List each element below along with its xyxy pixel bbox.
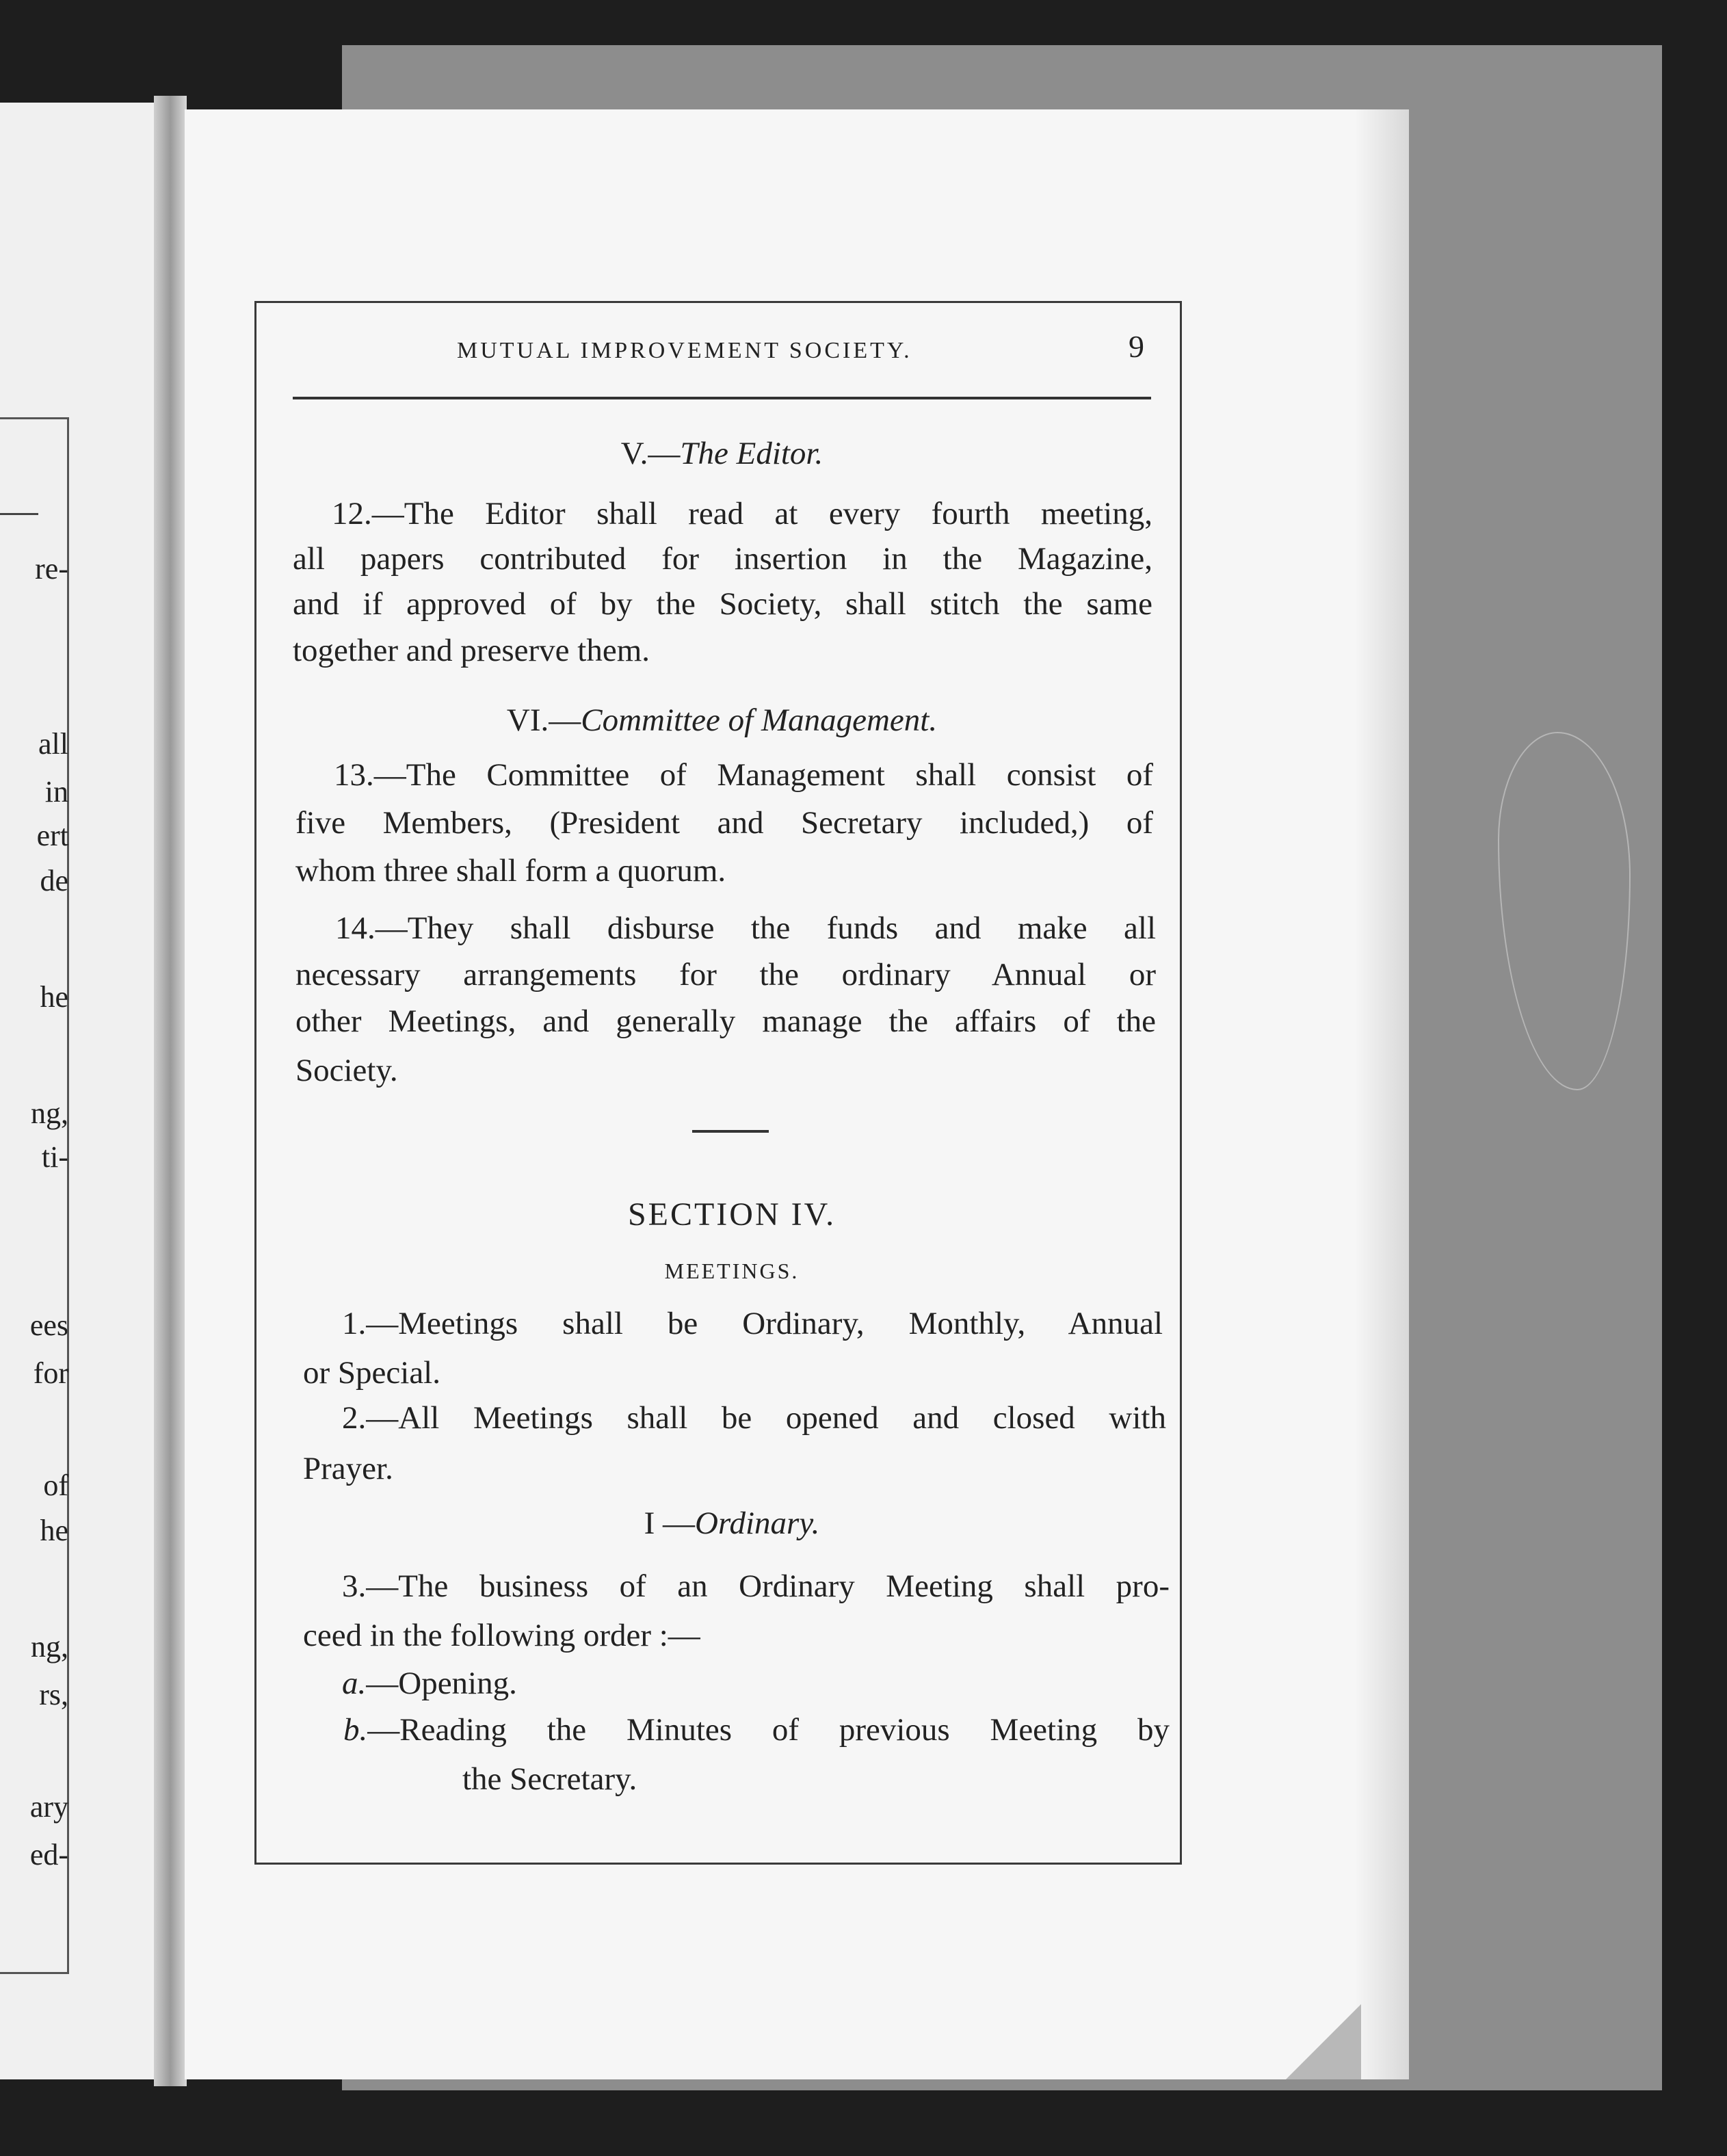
section-subtitle: MEETINGS. [664,1259,800,1283]
left-fragment: de [40,864,68,897]
rule-14-line: necessary arrangements for the ordinary Annual or [295,957,1156,992]
rule-2-line: Prayer. [303,1451,393,1486]
left-fragment: rs, [39,1678,68,1711]
page-corner-fold [1286,2004,1361,2079]
item-letter: a. [342,1666,367,1701]
item-text: —Reading the Minutes of previous Meeting by [367,1712,1170,1748]
left-fragment: ti- [41,1140,68,1174]
rule-1-line: or Special. [303,1355,440,1391]
left-fragment: ng, [31,1096,68,1130]
heading-roman: V.— [620,436,681,471]
heading-italic: The Editor. [680,436,823,471]
page-edge-shadow [1354,109,1409,2079]
item-b-continuation: the Secretary. [462,1761,637,1797]
rule-14-line: Society. [295,1053,398,1088]
rule-12-line: all papers contributed for insertion in the Magazine, [293,541,1152,577]
rule-12-line: and if approved of by the Society, shall stitch the same [293,586,1152,622]
rule-13-line: 13.—The Committee of Management shall consist of [334,757,1153,793]
left-fragment: for [33,1356,68,1390]
heading-committee [293,702,1151,738]
left-page-rule [0,513,38,515]
rule-2-line: 2.—All Meetings shall be opened and closed with [342,1400,1166,1436]
rule-14-line: other Meetings, and generally manage the affairs of the [295,1003,1156,1039]
left-fragment: ert [36,819,68,852]
heading-roman: I — [644,1506,696,1541]
left-fragment: ary [29,1790,68,1824]
left-page-frame [0,417,69,1974]
left-fragment: ed- [29,1838,68,1871]
left-fragment: ng, [31,1630,68,1664]
section-divider [692,1130,769,1133]
item-b [343,1714,1170,1746]
left-fragment: he [40,980,68,1014]
heading-italic: Committee of Management. [581,702,938,738]
running-header: MUTUAL IMPROVEMENT SOCIETY. [457,338,912,363]
left-fragment: of [43,1469,68,1502]
heading-italic: Ordinary. [695,1506,820,1541]
heading-editor [293,438,1151,470]
rule-14-line: 14.—They shall disburse the funds and make all [335,910,1156,946]
rule-3-line: 3.—The business of an Ordinary Meeting shall pro- [342,1568,1170,1604]
section-title: SECTION IV. [627,1196,836,1233]
header-rule [293,397,1151,399]
item-a [342,1668,517,1700]
rule-3-line: ceed in the following order :— [303,1618,700,1653]
left-fragment: he [40,1514,68,1547]
heading-roman: VI.— [506,702,581,738]
rule-12-line: 12.—The Editor shall read at every fourth meeting, [332,496,1152,531]
left-fragment: in [44,775,68,808]
heading-ordinary [301,1508,1163,1540]
left-fragment: all [38,727,68,761]
rule-13-line: whom three shall form a quorum. [295,853,726,889]
left-fragment: re- [35,552,68,586]
item-text: —Opening. [366,1666,517,1701]
item-letter: b. [343,1712,368,1748]
left-fragment: ees [29,1309,68,1342]
rule-12-line: together and preserve them. [293,633,650,668]
book-spine [154,96,187,2086]
page-number: 9 [1129,329,1144,364]
rule-1-line: 1.—Meetings shall be Ordinary, Monthly, Annual [342,1306,1163,1341]
rule-13-line: five Members, (President and Secretary included,) of [295,805,1153,841]
